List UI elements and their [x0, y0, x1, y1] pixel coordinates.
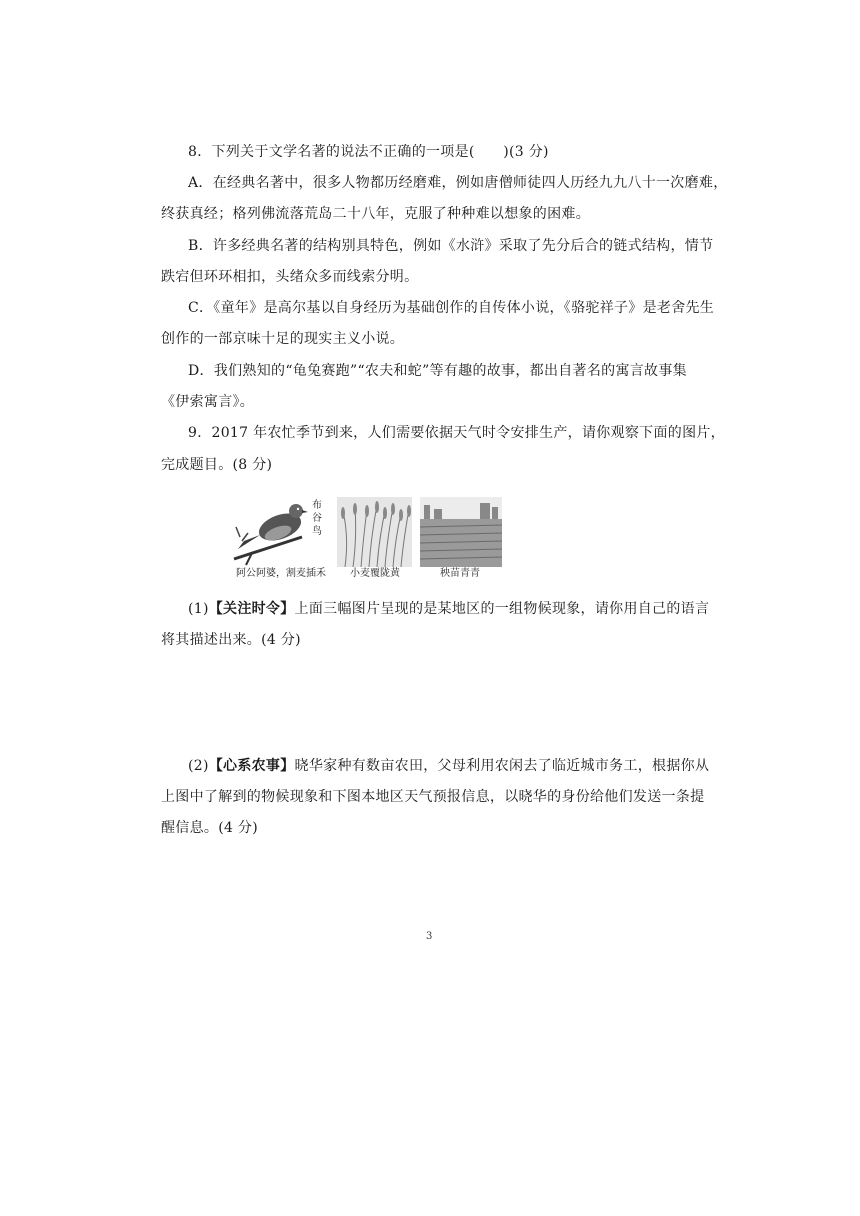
page-number: 3 — [426, 931, 433, 942]
q9-sub2-line1 — [188, 756, 709, 776]
q9-sub1-line2: 将其描述出来。(4 分) — [161, 632, 301, 648]
sub1-tag: 【关注时令】 — [208, 601, 295, 617]
q8-stem: 8．下列关于文学名著的说法不正确的一项是( )(3 分) — [188, 144, 549, 160]
q8-option-b-line2: 跌宕但环环相扣，头绪众多而线索分明。 — [161, 269, 419, 285]
q8-option-a-line2: 终获真经；格列佛流落荒岛二十八年，克服了种种难以想象的困难。 — [161, 206, 590, 222]
caption-wheat: 小麦覆陇黄 — [350, 568, 400, 579]
bird-label — [310, 499, 324, 538]
caption-cuckoo: 阿公阿婆，割麦插禾 — [236, 568, 326, 579]
q8-option-d-line1: D．我们熟知的“龟兔赛跑”“农夫和蛇”等有趣的故事，都出自著名的寓言故事集 — [188, 363, 687, 379]
bird-label-char: 谷 — [312, 513, 322, 524]
q9-sub1-line1 — [188, 599, 709, 619]
bird-label-char: 鸟 — [312, 526, 322, 537]
rice-seedlings-image — [420, 497, 502, 567]
sub2-text: 晓华家种有数亩农田，父母利用农闲去了临近城市务工，根据你从 — [294, 758, 710, 774]
q9-sub2-line2: 上图中了解到的物候现象和下图本地区天气预报信息，以晓华的身份给他们发送一条提 — [161, 789, 705, 805]
sub2-tag: 【心系农事】 — [208, 758, 295, 774]
q8-option-c-line2: 创作的一部京味十足的现实主义小说。 — [161, 331, 405, 347]
q8-option-d-line2: 《伊索寓言》。 — [161, 394, 255, 410]
q8-option-b-line1: B．许多经典名著的结构别具特色，例如《水浒》采取了先分后合的链式结构，情节 — [188, 238, 714, 254]
sub2-number: (2) — [188, 758, 209, 774]
q8-option-c-line1: C．《童年》是高尔基以自身经历为基础创作的自传体小说，《骆驼祥子》是老舍先生 — [188, 300, 715, 316]
sub1-number: (1) — [188, 601, 209, 617]
caption-seedlings: 秧苗青青 — [440, 568, 480, 579]
sub1-text: 上面三幅图片呈现的是某地区的一组物候现象，请你用自己的语言 — [294, 601, 710, 617]
q9-stem-line1: 9．2017 年农忙季节到来，人们需要依据天气时令安排生产，请你观察下面的图片， — [188, 425, 725, 441]
q9-sub2-line3: 醒信息。(4 分) — [161, 820, 258, 836]
wheat-field-image — [337, 497, 412, 567]
cuckoo-bird-image — [232, 497, 308, 567]
q8-option-a-line1: A．在经典名著中，很多人物都历经磨难，例如唐僧师徒四人历经九九八十一次磨难， — [188, 175, 728, 191]
q9-stem-line2: 完成题目。(8 分) — [161, 457, 273, 473]
bird-label-char: 布 — [312, 500, 322, 511]
